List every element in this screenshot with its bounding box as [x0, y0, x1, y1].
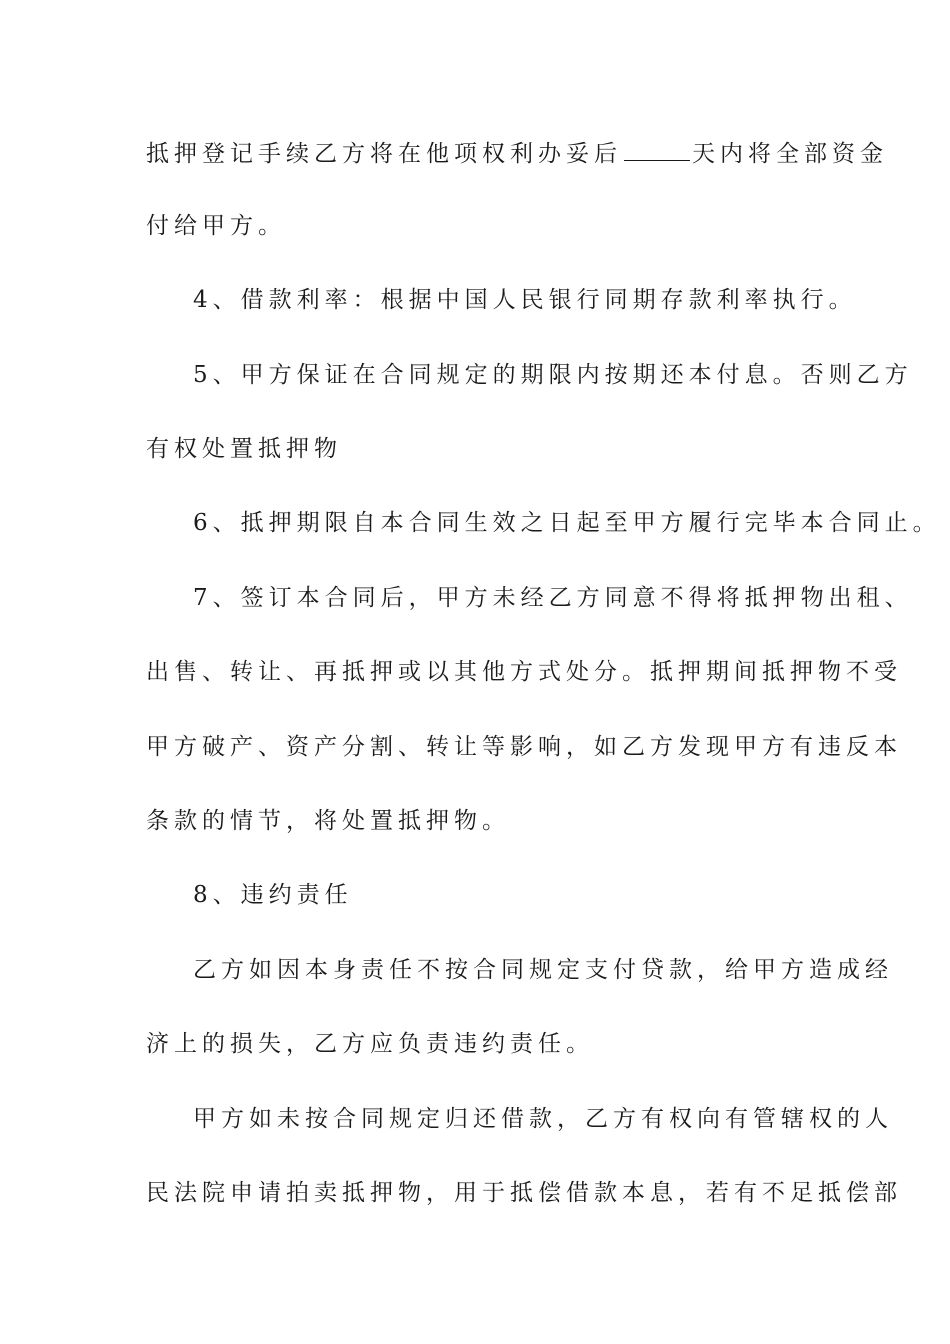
clause-8-heading: 8、违约责任 [193, 882, 353, 908]
clause-7: 7、签订本合同后，甲方未经乙方同意不得将抵押物出租、 [193, 585, 913, 611]
clause-5-cont: 有权处置抵押物 [146, 436, 342, 462]
line-text: 抵押登记手续乙方将在他项权利办妥后 [146, 141, 622, 167]
paragraph-line-1 [146, 138, 888, 169]
clause-8-para-1-cont: 济上的损失，乙方应负责违约责任。 [146, 1031, 594, 1057]
clause-7-cont-1: 出售、转让、再抵押或以其他方式处分。抵押期间抵押物不受 [146, 659, 902, 685]
clause-8-para-2: 甲方如未按合同规定归还借款，乙方有权向有管辖权的人 [193, 1106, 893, 1132]
clause-7-cont-2: 甲方破产、资产分割、转让等影响，如乙方发现甲方有违反本 [146, 734, 902, 760]
line-text: 天内将全部资金 [692, 141, 888, 167]
clause-7-cont-3: 条款的情节，将处置抵押物。 [146, 808, 510, 834]
clause-5: 5、甲方保证在合同规定的期限内按期还本付息。否则乙方 [193, 362, 913, 388]
fill-in-blank [624, 138, 690, 161]
clause-4: 4、借款利率：根据中国人民银行同期存款利率执行。 [193, 287, 857, 313]
clause-8-para-1: 乙方如因本身责任不按合同规定支付贷款，给甲方造成经 [193, 957, 893, 983]
clause-8-para-2-cont: 民法院申请拍卖抵押物，用于抵偿借款本息，若有不足抵偿部 [146, 1180, 902, 1206]
clause-6: 6、抵押期限自本合同生效之日起至甲方履行完毕本合同止。 [193, 510, 941, 536]
paragraph-line-2: 付给甲方。 [146, 213, 286, 239]
